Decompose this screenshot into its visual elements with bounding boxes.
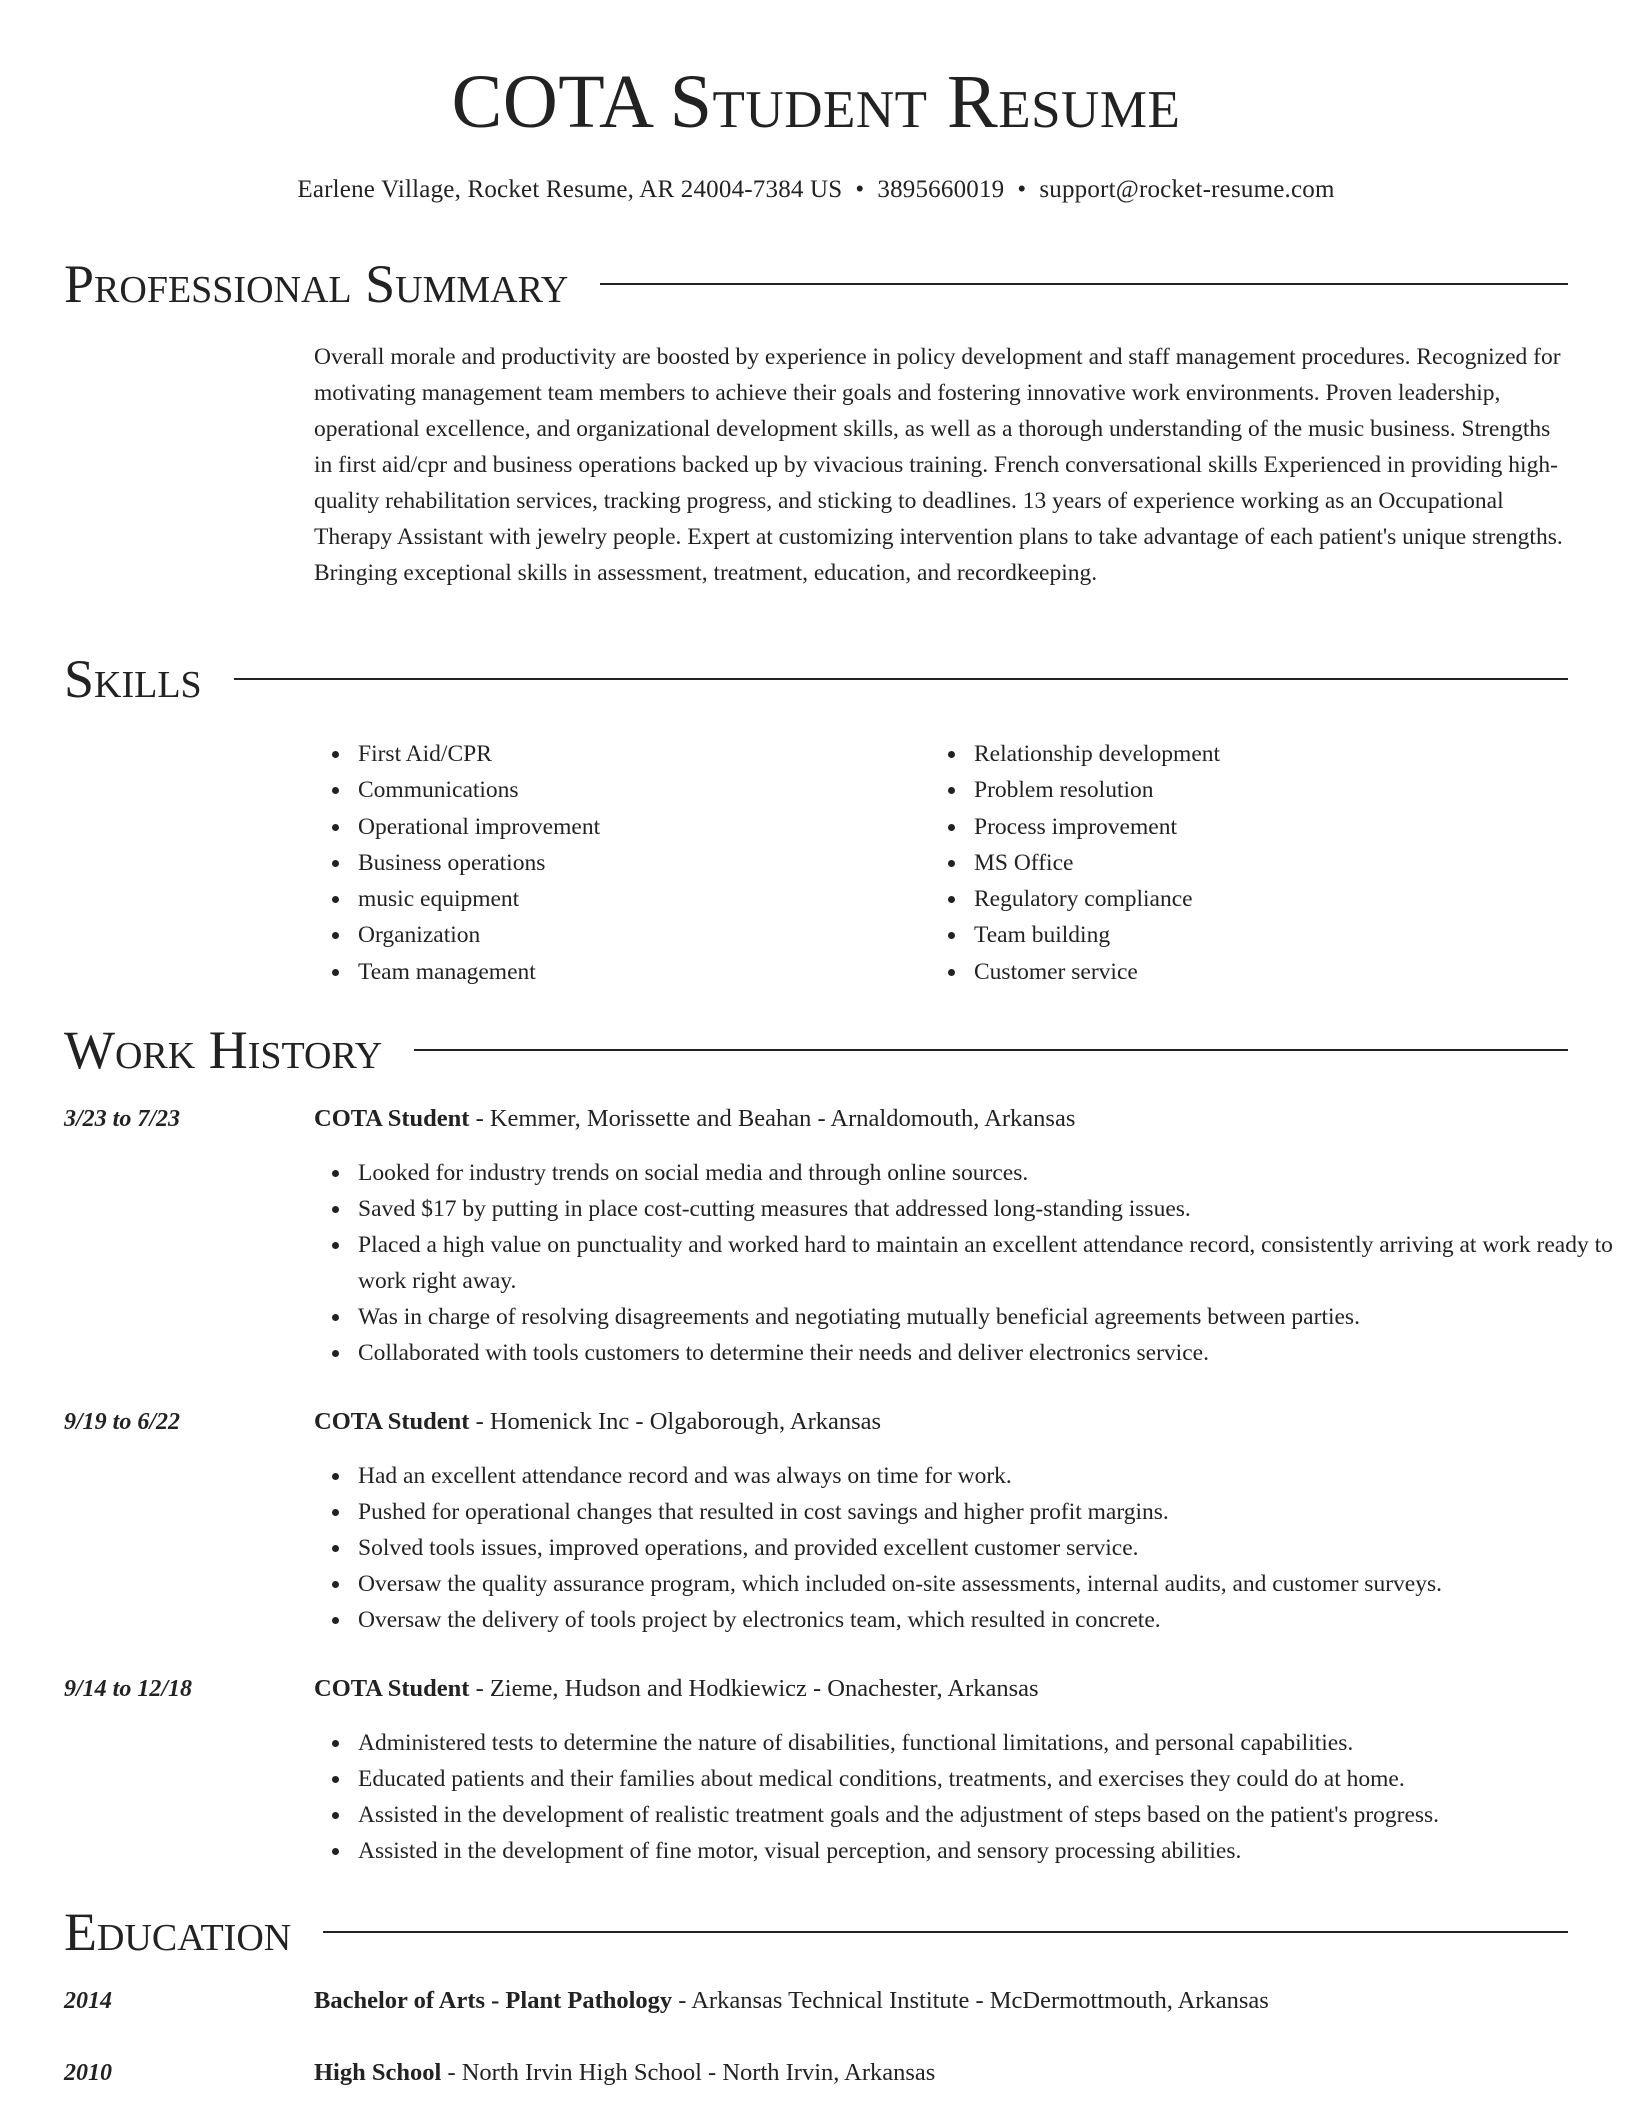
resume-title-rest: Student Resume — [669, 60, 1181, 144]
section-divider — [323, 1931, 1568, 1933]
skill-item: MS Office — [974, 845, 1574, 881]
skill-item: Team management — [358, 954, 918, 990]
skill-item: Operational improvement — [358, 809, 918, 845]
section-title-summary: Professional Summary — [64, 254, 569, 314]
summary-text: Overall morale and productivity are boosted by experience in policy development and staff management procedures. Recognized for motivating management team members to achieve their goals and fostering innovative work environments. Proven leadership, operational excellence, and organizational development skills, as well as a thorough understanding of the music business. Strengths in first aid/cpr and business operations backed up by vivacious training. French conversational skills Experienced in providing high-quality rehabilitation services, tracking progress, and sticking to deadlines. 13 years of experience working as an Occupational Therapy Assistant with jewelry people. Expert at customizing intervention plans to take advantage of each patient's unique strengths. Bringing exceptional skills in assessment, treatment, education, and recordkeeping. — [314, 344, 1563, 586]
education-degree: High School — [314, 2059, 442, 2086]
section-header-work — [64, 1015, 1568, 1085]
section-title-work: Work History — [64, 1020, 383, 1080]
job-bullet: Educated patients and their families about medical conditions, treatments, and exercises they could do at home. — [358, 1761, 1614, 1797]
job-heading — [314, 1101, 1075, 1137]
job-bullet: Solved tools issues, improved operations, and provided excellent customer service. — [358, 1530, 1614, 1566]
section-header-skills — [64, 644, 1568, 714]
skill-item: Problem resolution — [974, 772, 1574, 808]
job-bullet: Assisted in the development of fine motor, visual perception, and sensory processing abilities. — [358, 1833, 1614, 1869]
job-bullets — [314, 1725, 1614, 1869]
contact-address: Earlene Village, Rocket Resume, AR 24004-7384 US — [297, 176, 843, 203]
skill-item: Regulatory compliance — [974, 881, 1574, 917]
skill-item: Communications — [358, 772, 918, 808]
job-details: - Kemmer, Morissette and Beahan - Arnaldomouth, Arkansas — [469, 1105, 1076, 1132]
skill-item: Customer service — [974, 954, 1574, 990]
skill-item: Team building — [974, 917, 1574, 953]
education-entry — [314, 1983, 1269, 2019]
job-heading — [314, 1671, 1039, 1707]
skill-item: music equipment — [358, 881, 918, 917]
education-year: 2014 — [64, 1988, 112, 2014]
education-details: - Arkansas Technical Institute - McDermottmouth, Arkansas — [672, 1987, 1269, 2014]
section-header-education — [64, 1897, 1568, 1967]
contact-email: support@rocket-resume.com — [1039, 176, 1335, 203]
contact-phone: 3895660019 — [877, 176, 1005, 203]
job-bullet: Assisted in the development of realistic treatment goals and the adjustment of steps based on the patient's progress. — [358, 1797, 1614, 1833]
section-divider — [600, 283, 1568, 285]
job-bullet: Saved $17 by putting in place cost-cutting measures that addressed long-standing issues. — [358, 1191, 1614, 1227]
education-degree: Bachelor of Arts - Plant Pathology — [314, 1987, 673, 2014]
job-bullet: Collaborated with tools customers to determine their needs and deliver electronics service. — [358, 1335, 1614, 1371]
section-divider — [414, 1049, 1568, 1051]
job-bullets — [314, 1155, 1614, 1371]
education-details: - North Irvin High School - North Irvin, Arkansas — [441, 2059, 936, 2086]
contact-separator: • — [1017, 176, 1027, 203]
job-bullet: Placed a high value on punctuality and worked hard to maintain an excellent attendance record, consistently arriving at work ready to work right away. — [358, 1227, 1614, 1299]
section-divider — [234, 678, 1568, 680]
education-year: 2010 — [64, 2060, 112, 2086]
job-role: COTA Student — [314, 1408, 470, 1435]
job-bullet: Oversaw the quality assurance program, which included on-site assessments, internal audits, and customer surveys. — [358, 1566, 1614, 1602]
skill-item: Relationship development — [974, 736, 1574, 772]
job-role: COTA Student — [314, 1105, 470, 1132]
contact-line — [0, 172, 1632, 208]
job-bullet: Was in charge of resolving disagreements and negotiating mutually beneficial agreements between parties. — [358, 1299, 1614, 1335]
job-bullet: Oversaw the delivery of tools project by electronics team, which resulted in concrete. — [358, 1602, 1614, 1638]
job-bullet: Had an excellent attendance record and was always on time for work. — [358, 1458, 1614, 1494]
skill-item: Business operations — [358, 845, 918, 881]
job-bullets — [314, 1458, 1614, 1638]
skills-list-left — [314, 736, 918, 990]
job-details: - Homenick Inc - Olgaborough, Arkansas — [469, 1408, 882, 1435]
job-bullet: Pushed for operational changes that resulted in cost savings and higher profit margins. — [358, 1494, 1614, 1530]
skills-list-right — [930, 736, 1574, 990]
job-details: - Zieme, Hudson and Hodkiewicz - Onachester, Arkansas — [469, 1675, 1039, 1702]
job-bullet: Administered tests to determine the nature of disabilities, functional limitations, and personal capabilities. — [358, 1725, 1614, 1761]
job-bullet: Looked for industry trends on social media and through online sources. — [358, 1155, 1614, 1191]
section-header-summary — [64, 249, 1568, 319]
skill-item: Process improvement — [974, 809, 1574, 845]
resume-title — [0, 54, 1632, 150]
contact-separator: • — [855, 176, 865, 203]
job-heading — [314, 1404, 881, 1440]
job-dates: 9/19 to 6/22 — [64, 1409, 181, 1435]
education-entry — [314, 2055, 935, 2091]
job-dates: 3/23 to 7/23 — [64, 1106, 181, 1132]
section-title-education: Education — [64, 1902, 292, 1962]
job-dates: 9/14 to 12/18 — [64, 1676, 193, 1702]
skill-item: Organization — [358, 917, 918, 953]
resume-title-main: COTA — [451, 60, 651, 144]
skill-item: First Aid/CPR — [358, 736, 918, 772]
section-title-skills: Skills — [64, 649, 202, 709]
job-role: COTA Student — [314, 1675, 470, 1702]
